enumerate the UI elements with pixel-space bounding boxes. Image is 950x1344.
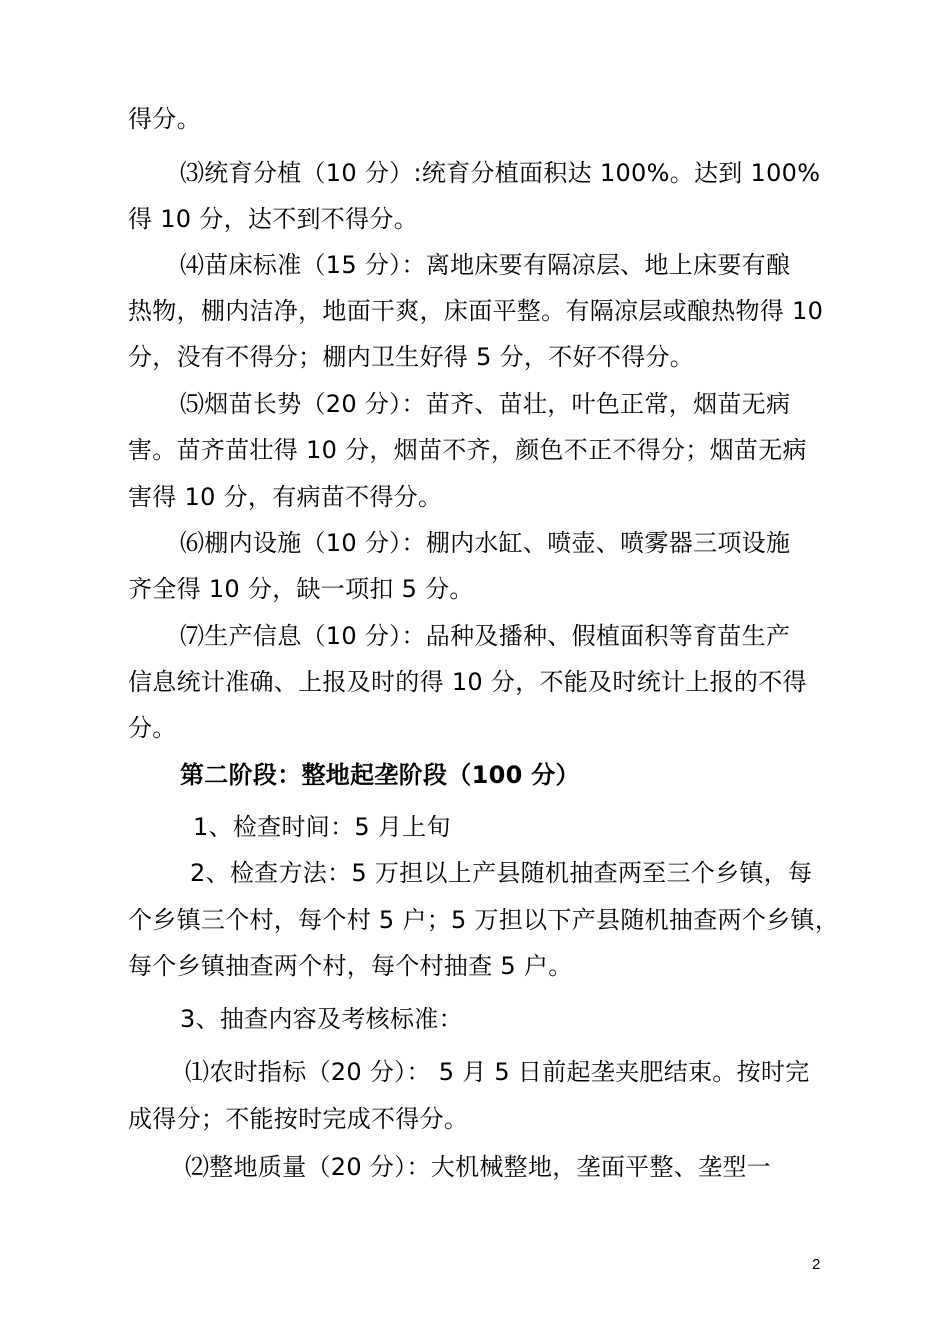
text-line: 个乡镇三个村，每个村 5 户；5 万担以下产县随机抽查两个乡镇， [128, 906, 840, 934]
text-line: 1、检查时间：5 月上旬 [193, 813, 451, 841]
text-line: ⑵整地质量（20 分）：大机械整地，垄面平整、垄型一 [185, 1153, 771, 1181]
text-line: 得分。 [128, 105, 201, 133]
text-line: ⑸烟苗长势（20 分）：苗齐、苗壮，叶色正常，烟苗无病 [180, 390, 791, 418]
text-line: 信息统计准确、上报及时的得 10 分，不能及时统计上报的不得 [128, 668, 807, 696]
text-line: ⑴农时指标（20 分）： 5 月 5 日前起垄夹肥结束。按时完 [185, 1058, 810, 1086]
text-line: 成得分；不能按时完成不得分。 [128, 1105, 469, 1133]
text-line: 得 10 分，达不到不得分。 [128, 205, 418, 233]
text-line: ⑶统育分植（10 分）:统育分植面积达 100%。达到 100% [180, 159, 821, 187]
text-line: 2、检查方法：5 万担以上产县随机抽查两至三个乡镇，每 [190, 859, 813, 887]
text-line: ⑺生产信息（10 分）：品种及播种、假植面积等育苗生产 [180, 622, 791, 650]
text-line: 害得 10 分，有病苗不得分。 [128, 483, 443, 511]
text-line: 热物，棚内洁净，地面干爽，床面平整。有隔凉层或酿热物得 10 [128, 297, 824, 325]
section-heading: 第二阶段：整地起垄阶段（100 分） [180, 761, 580, 789]
text-line: 害。苗齐苗壮得 10 分，烟苗不齐，颜色不正不得分；烟苗无病 [128, 436, 807, 464]
text-line: ⑹棚内设施（10 分）：棚内水缸、喷壶、喷雾器三项设施 [180, 529, 791, 557]
text-line: 3、抽查内容及考核标准： [180, 1005, 463, 1033]
text-line: ⑷苗床标准（15 分）：离地床要有隔凉层、地上床要有酿 [180, 251, 791, 279]
text-line: 分。 [128, 714, 177, 742]
text-line: 齐全得 10 分，缺一项扣 5 分。 [128, 575, 474, 603]
text-line: 分，没有不得分；棚内卫生好得 5 分，不好不得分。 [128, 343, 695, 371]
text-line: 每个乡镇抽查两个村，每个村抽查 5 户。 [128, 952, 573, 980]
page-number: 2 [812, 1256, 821, 1273]
